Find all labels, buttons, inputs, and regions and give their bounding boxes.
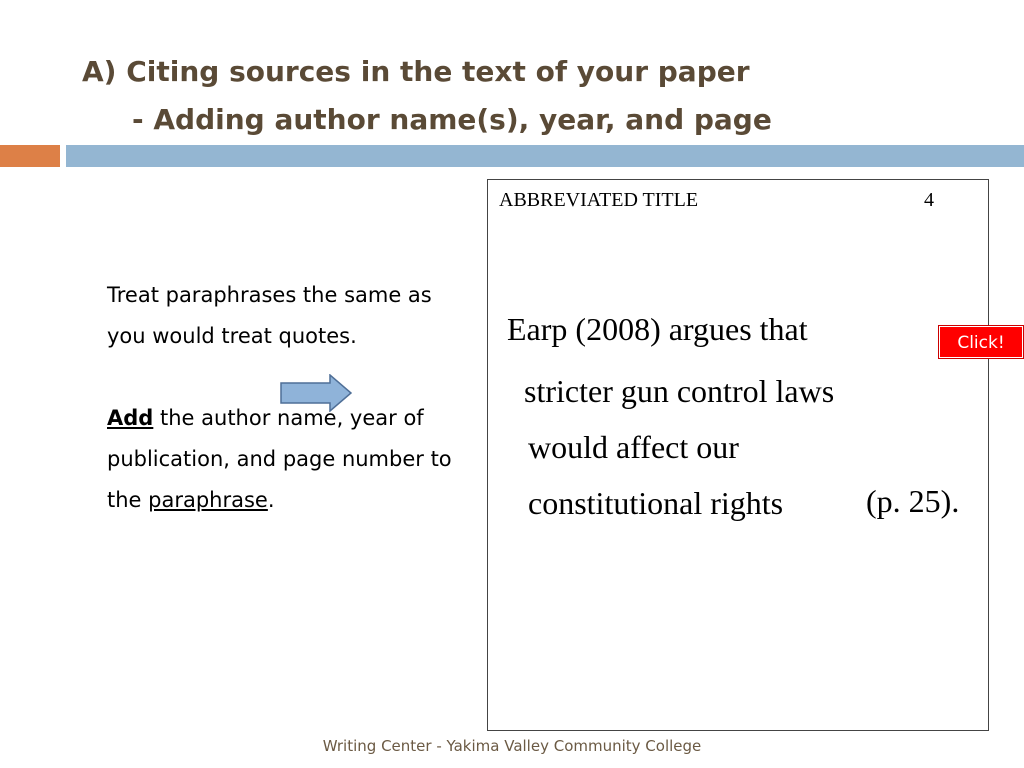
slide-footer: Writing Center - Yakima Valley Community College	[322, 737, 702, 755]
instruction-paragraph-2-end: .	[267, 488, 275, 512]
right-arrow-icon	[280, 374, 352, 412]
running-head-page-number: 4	[924, 189, 934, 211]
slide-title-line1: A) Citing sources in the text of your paper	[82, 55, 750, 88]
paraphrase-keyword: paraphrase	[148, 488, 268, 512]
running-head-title: ABBREVIATED TITLE	[499, 189, 699, 211]
title-rule-blue	[66, 145, 1024, 167]
sample-paper-page	[487, 179, 989, 731]
slide-title	[82, 48, 772, 144]
title-rule-orange	[0, 145, 60, 167]
page-citation: (p. 25).	[866, 483, 960, 519]
instruction-paragraph-1: Treat paraphrases the same as you would treat quotes.	[107, 283, 432, 348]
add-keyword: Add	[107, 406, 154, 430]
paraphrase-line-2: stricter gun control laws	[524, 373, 835, 409]
slide-title-line2: - Adding author name(s), year, and page	[132, 103, 772, 136]
paraphrase-line-3: would affect our	[528, 429, 739, 465]
paraphrase-line-4: constitutional rights	[528, 485, 784, 521]
instruction-paragraph-2	[107, 398, 457, 521]
click-button[interactable]: Click!	[939, 326, 1023, 358]
instruction-paragraph-2-text: the author name, year of publication, and page number to the	[107, 406, 452, 512]
paraphrase-line-1: Earp (2008) argues that	[507, 311, 808, 347]
